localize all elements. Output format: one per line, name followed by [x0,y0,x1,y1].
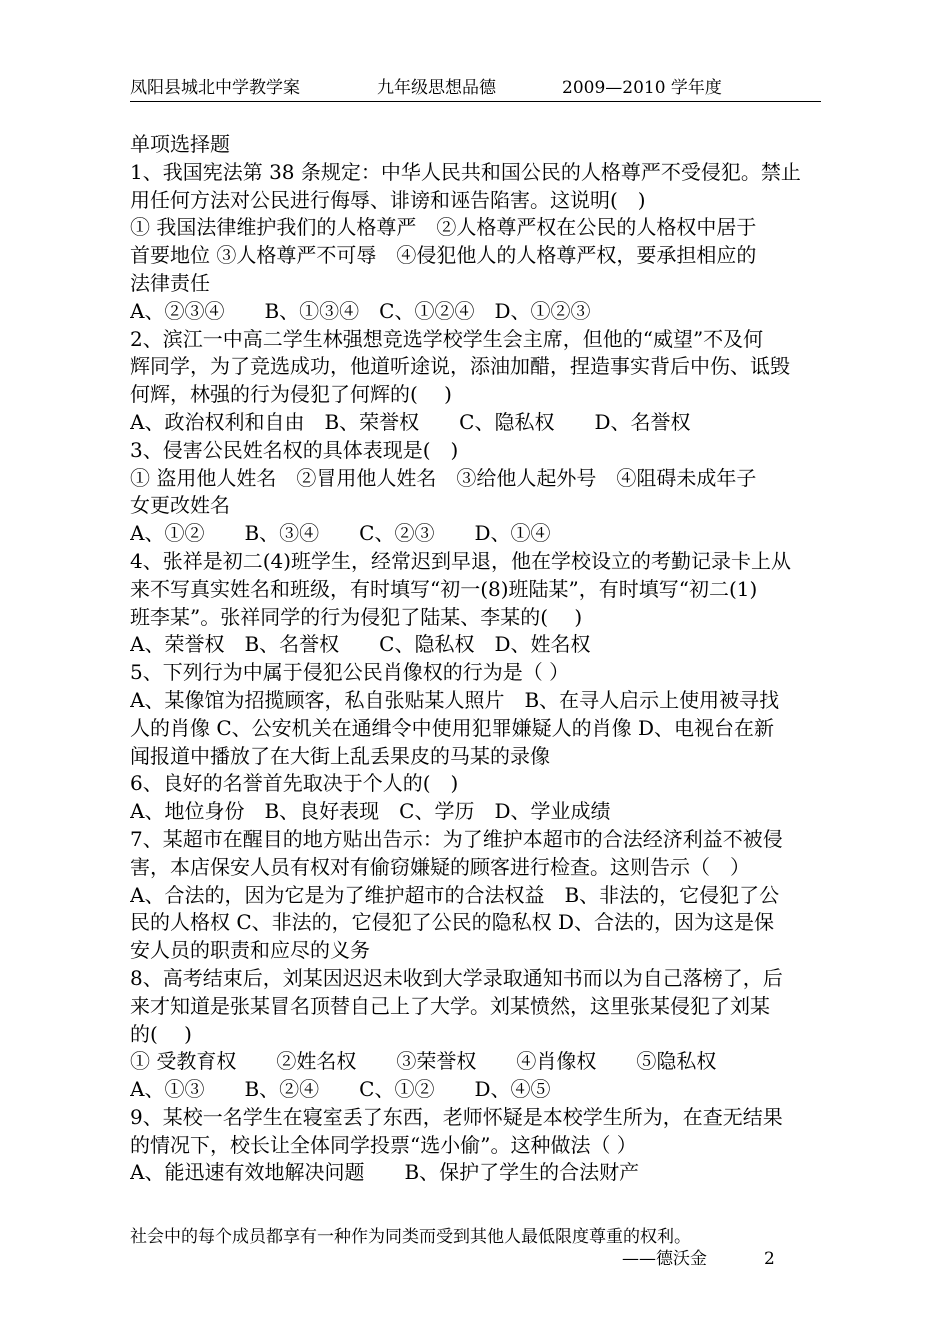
page-number: 2 [764,1249,775,1269]
content-line: ① 盗用他人姓名 ②冒用他人姓名 ③给他人起外号 ④阻碍未成年子 [130,465,757,490]
content-line: A、荣誉权 B、名誉权 C、隐私权 D、姓名权 [130,632,591,657]
content-line: 用任何方法对公民进行侮辱、诽谤和诬告陷害。这说明( ) [130,187,646,212]
content-line: 1、我国宪法第 38 条规定：中华人民共和国公民的人格尊严不受侵犯。禁止 [130,159,801,184]
content-line: 2、滨江一中高二学生林强想竞选学校学生会主席，但他的“威望”不及何 [130,326,764,351]
content-line: A、某像馆为招揽顾客，私自张贴某人照片 B、在寻人启示上使用被寻找 [130,687,780,712]
header-subject: 九年级思想品德 [377,78,496,98]
content-line: A、①③ B、②④ C、①② D、④⑤ [130,1077,551,1102]
content-line: A、合法的，因为它是为了维护超市的合法权益 B、非法的，它侵犯了公 [130,882,780,907]
content-line: 女更改姓名 [130,493,230,518]
footer-quote: 社会中的每个成员都享有一种作为同类而受到其他人最低限度尊重的权利。 [130,1227,691,1247]
content-line: 7、某超市在醒目的地方贴出告示：为了维护本超市的合法经济利益不被侵 [130,826,783,851]
content-line: 6、良好的名誉首先取决于个人的( ) [130,771,459,796]
content-line: 人的肖像 C、公安机关在通缉令中使用犯罪嫌疑人的肖像 D、电视台在新 [130,715,775,740]
content-line: ① 我国法律维护我们的人格尊严 ②人格尊严权在公民的人格权中居于 [130,215,757,240]
content-line: 3、侵害公民姓名权的具体表现是( ) [130,437,459,462]
content-line: 民的人格权 C、非法的，它侵犯了公民的隐私权 D、合法的，因为这是保 [130,910,775,935]
content-line: 何辉，林强的行为侵犯了何辉的( ) [130,382,452,407]
header-year: 2009—2010 学年度 [562,78,722,98]
content-line: A、①② B、③④ C、②③ D、①④ [130,521,551,546]
content-line: 法律责任 [130,270,210,295]
header-school: 凤阳县城北中学教学案 [130,78,300,98]
content-line: 安人员的职责和应尽的义务 [130,938,370,963]
content-line: 9、某校一名学生在寝室丢了东西，老师怀疑是本校学生所为，在查无结果 [130,1104,783,1129]
content-line: 5、下列行为中属于侵犯公民肖像权的行为是（ ） [130,660,570,685]
content-line: A、地位身份 B、良好表现 C、学历 D、学业成绩 [130,799,611,824]
content-line: 来不写真实姓名和班级，有时填写“初一(8)班陆某”，有时填写“初二(1) [130,576,758,601]
content-line: 8、高考结束后，刘某因迟迟未收到大学录取通知书而以为自己落榜了，后 [130,965,783,990]
content-line: 辉同学，为了竞选成功，他道听途说，添油加醋，捏造事实背后中伤、诋毁 [130,354,790,379]
page-header [130,77,821,102]
content-line: ① 受教育权 ②姓名权 ③荣誉权 ④肖像权 ⑤隐私权 [130,1049,717,1074]
content-line: 害，本店保安人员有权对有偷窃嫌疑的顾客进行检查。这则告示（ ） [130,854,750,879]
content-line: 4、张祥是初二(4)班学生，经常迟到早退，他在学校设立的考勤记录卡上从 [130,548,792,573]
footer-author: ——德沃金 [622,1249,707,1269]
content-line: A、②③④ B、①③④ C、①②④ D、①②③ [130,298,591,323]
content-line: 来才知道是张某冒名顶替自己上了大学。刘某愤然，这里张某侵犯了刘某 [130,993,770,1018]
section-title: 单项选择题 [130,132,230,156]
content-line: A、能迅速有效地解决问题 B、保护了学生的合法财产 [130,1160,640,1185]
content-line: A、政治权利和自由 B、荣誉权 C、隐私权 D、名誉权 [130,409,691,434]
content-line: 的( ) [130,1021,192,1046]
content-line: 闻报道中播放了在大街上乱丢果皮的马某的录像 [130,743,550,768]
content-line: 班李某”。张祥同学的行为侵犯了陆某、李某的( ) [130,604,583,629]
content-line: 的情况下，校长让全体同学投票“选小偷”。这种做法（ ） [130,1132,637,1157]
exercise-content [130,131,826,1187]
content-line: 首要地位 ③人格尊严不可辱 ④侵犯他人的人格尊严权，要承担相应的 [130,243,757,268]
